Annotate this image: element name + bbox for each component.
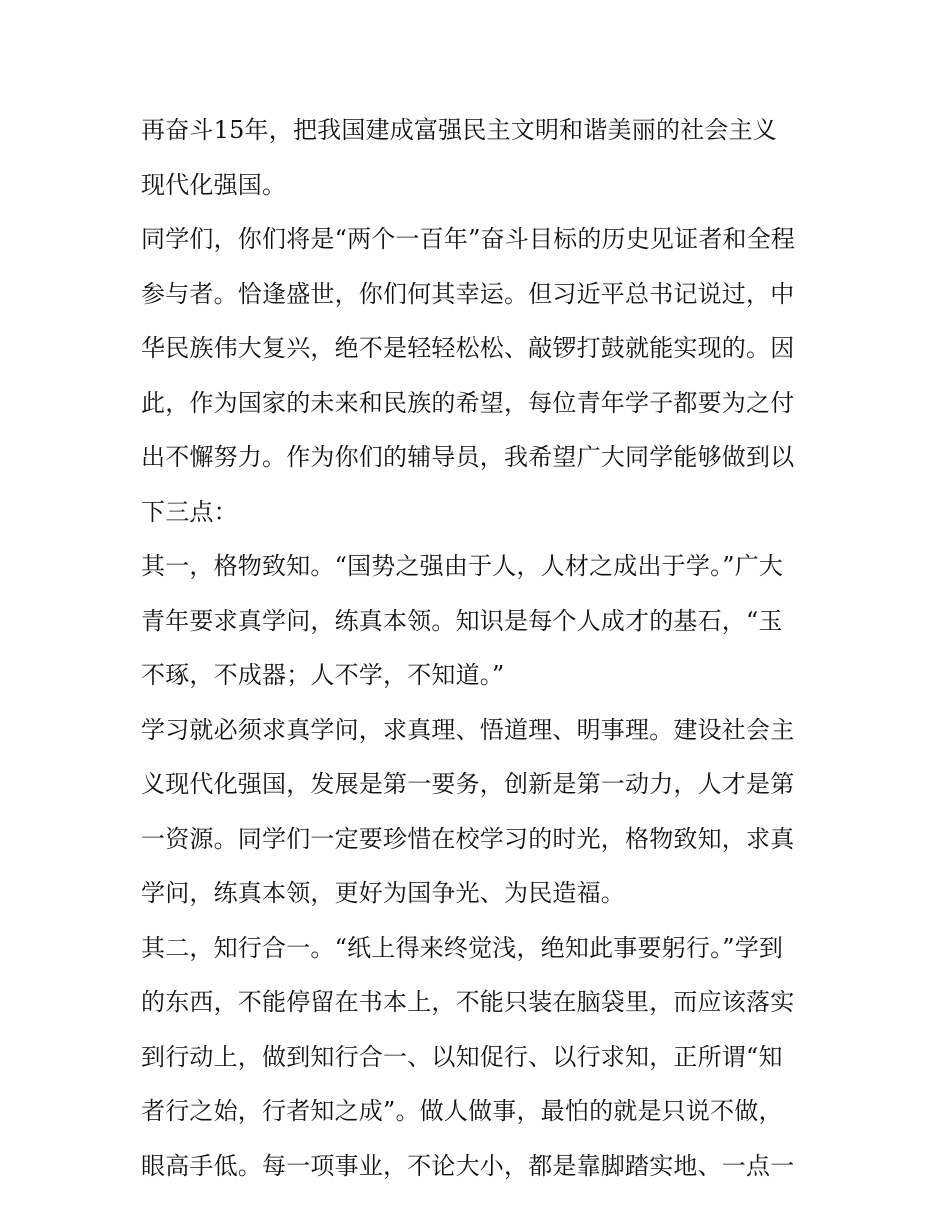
text-line: 一资源。同学们一定要珍惜在校学习的时光，格物致知，求真 [141, 824, 795, 853]
text-line: 不琢，不成器；人不学，不知道。” [141, 661, 505, 689]
text-line: 现代化强国。 [141, 170, 287, 199]
text-line: 参与者。恰逢盛世，你们何其幸运。但习近平总书记说过，中 [141, 279, 795, 308]
text-line: 此，作为国家的未来和民族的希望，每位青年学子都要为之付 [141, 388, 795, 417]
text-line: 下三点： [141, 497, 238, 526]
text-line: 其二，知行合一。“纸上得来终觉浅，绝知此事要躬行。”学到 [141, 933, 784, 962]
text-line: 华民族伟大复兴，绝不是轻轻松松、敲锣打鼓就能实现的。因 [141, 334, 795, 362]
text-line: 学习就必须求真学问，求真理、悟道理、明事理。建设社会主 [141, 715, 795, 744]
text-line: 青年要求真学问，练真本领。知识是每个人成才的基石，“玉 [141, 606, 783, 635]
text-line: 者行之始，行者知之成”。做人做事，最怕的就是只说不做， [141, 1097, 783, 1125]
text-line: 学问，练真本领，更好为国争光、为民造福。 [141, 879, 625, 907]
body-text [141, 103, 821, 1193]
text-line: 出不懈努力。作为你们的辅导员，我希望广大同学能够做到以 [141, 443, 795, 471]
text-line: 的东西，不能停留在书本上，不能只装在脑袋里，而应该落实 [141, 988, 795, 1016]
text-line: 再奋斗15年，把我国建成富强民主文明和谐美丽的社会主义 [141, 116, 777, 144]
text-line: 同学们，你们将是“两个一百年”奋斗目标的历史见证者和全程 [141, 225, 796, 253]
text-line: 眼高手低。每一项事业，不论大小，都是靠脚踏实地、一点一 [141, 1151, 795, 1180]
text-line: 其一，格物致知。“国势之强由于人，人材之成出于学。”广大 [141, 552, 784, 580]
text-line: 义现代化强国，发展是第一要务，创新是第一动力，人才是第 [141, 770, 795, 798]
text-line: 到行动上，做到知行合一、以知促行、以行求知，正所谓“知 [141, 1042, 783, 1071]
